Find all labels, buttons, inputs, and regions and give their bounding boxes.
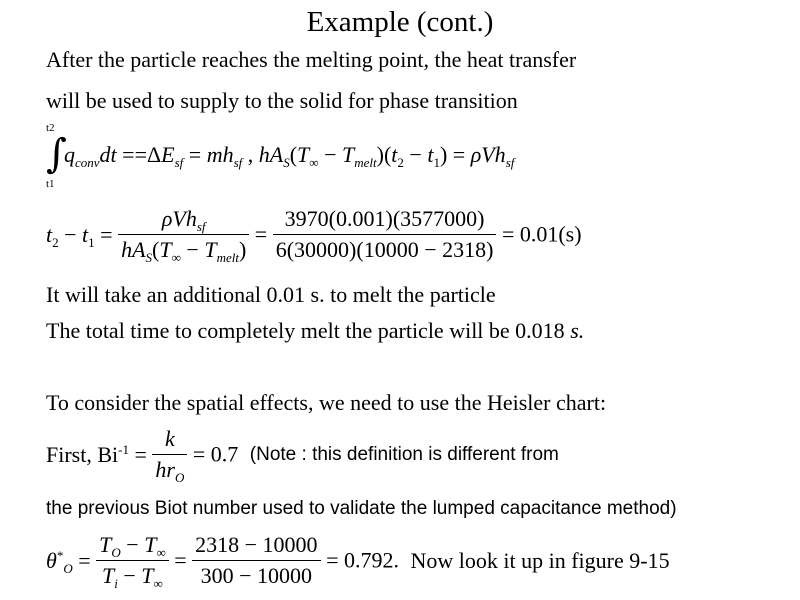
equation-biot: First, $Bi^{-1}$ = $\frac{k}{hr_O}$ = 0.7 (Note : this definition is different from — [46, 426, 559, 485]
biot-result: = 0.7 — [192, 441, 239, 467]
equation-theta: $\theta^*_O$ = $\frac{T_O - T_\infty}{T_i - T_\infty}$ = $\frac{2318 - 10000}{300 - 10000}$ = 0.792. Now look it up in figure 9-15 — [46, 532, 670, 591]
integral-result: ρVh — [470, 142, 506, 167]
time-numerator: 3970(0.001)(3577000) — [284, 206, 485, 231]
time-symbolic-fraction: $\frac{\rho Vh_{sf}}{hA_S(T_\infty - T_{melt})}$ — [118, 204, 249, 265]
total-time-text: The total time to completely melt the particle will be 0.018 — [46, 318, 571, 343]
integral-sign — [44, 120, 67, 192]
biot-label: First, Bi — [46, 441, 119, 467]
theta-result: = 0.792. — [326, 547, 399, 573]
biot-exponent: -1 — [118, 441, 129, 457]
time-denominator: 6(30000)(10000 − 2318) — [273, 234, 497, 265]
integral-lower-limit: t1 — [46, 178, 55, 190]
theta-denominator: 300 − 10000 — [192, 560, 320, 591]
integral-expression: $q_{conv}dt ==\Delta E_{sf} = mh_{sf}$ , $hA_S(T_\infty - T_{melt})(t_2 - t_1) = \rho Vh_{sf}$ — [64, 142, 515, 170]
slide-title: Example (cont.) — [306, 6, 494, 38]
theta-numerator: 2318 − 10000 — [195, 532, 318, 557]
equation-time: $t_2 - t_1$ = $\frac{\rho Vh_{sf}}{hA_S(T_\infty - T_{melt})}$ = $\frac{3970(0.001)(3577000)}{6(30000)(10000 - 2318)}$ = 0.01(s) — [46, 206, 582, 265]
text-line-4 — [46, 318, 584, 344]
time-numeric-fraction — [273, 204, 497, 265]
text-line-2: will be used to supply to the solid for phase transition — [46, 88, 518, 113]
text-line-5: To consider the spatial effects, we need to use the Heisler chart: — [46, 390, 607, 415]
theta-numeric-fraction — [192, 530, 320, 591]
note-text-1: (Note : this definition is different from — [249, 443, 559, 465]
text-line-1: After the particle reaches the melting point, the heat transfer — [46, 47, 577, 72]
biot-denominator-sub: O — [174, 470, 185, 485]
integral-upper-limit: t2 — [46, 122, 55, 134]
total-time-unit: s. — [570, 318, 585, 343]
integral-result-sub: sf — [505, 155, 515, 170]
biot-numerator: k — [165, 426, 175, 451]
note-text-2: the previous Biot number used to validate the lumped capacitance method) — [46, 498, 677, 519]
theta-symbolic-fraction: $\frac{T_O - T_\infty}{T_i - T_\infty}$ — [96, 530, 169, 591]
text-line-3: It will take an additional 0.01 s. to melt the particle — [46, 282, 496, 307]
integral-symbol: ∫ — [46, 131, 67, 177]
time-result: = 0.01(s) — [501, 221, 582, 247]
biot-denominator: hr — [155, 457, 175, 482]
biot-fraction — [152, 424, 187, 485]
lookup-text: Now look it up in figure 9-15 — [410, 547, 670, 573]
